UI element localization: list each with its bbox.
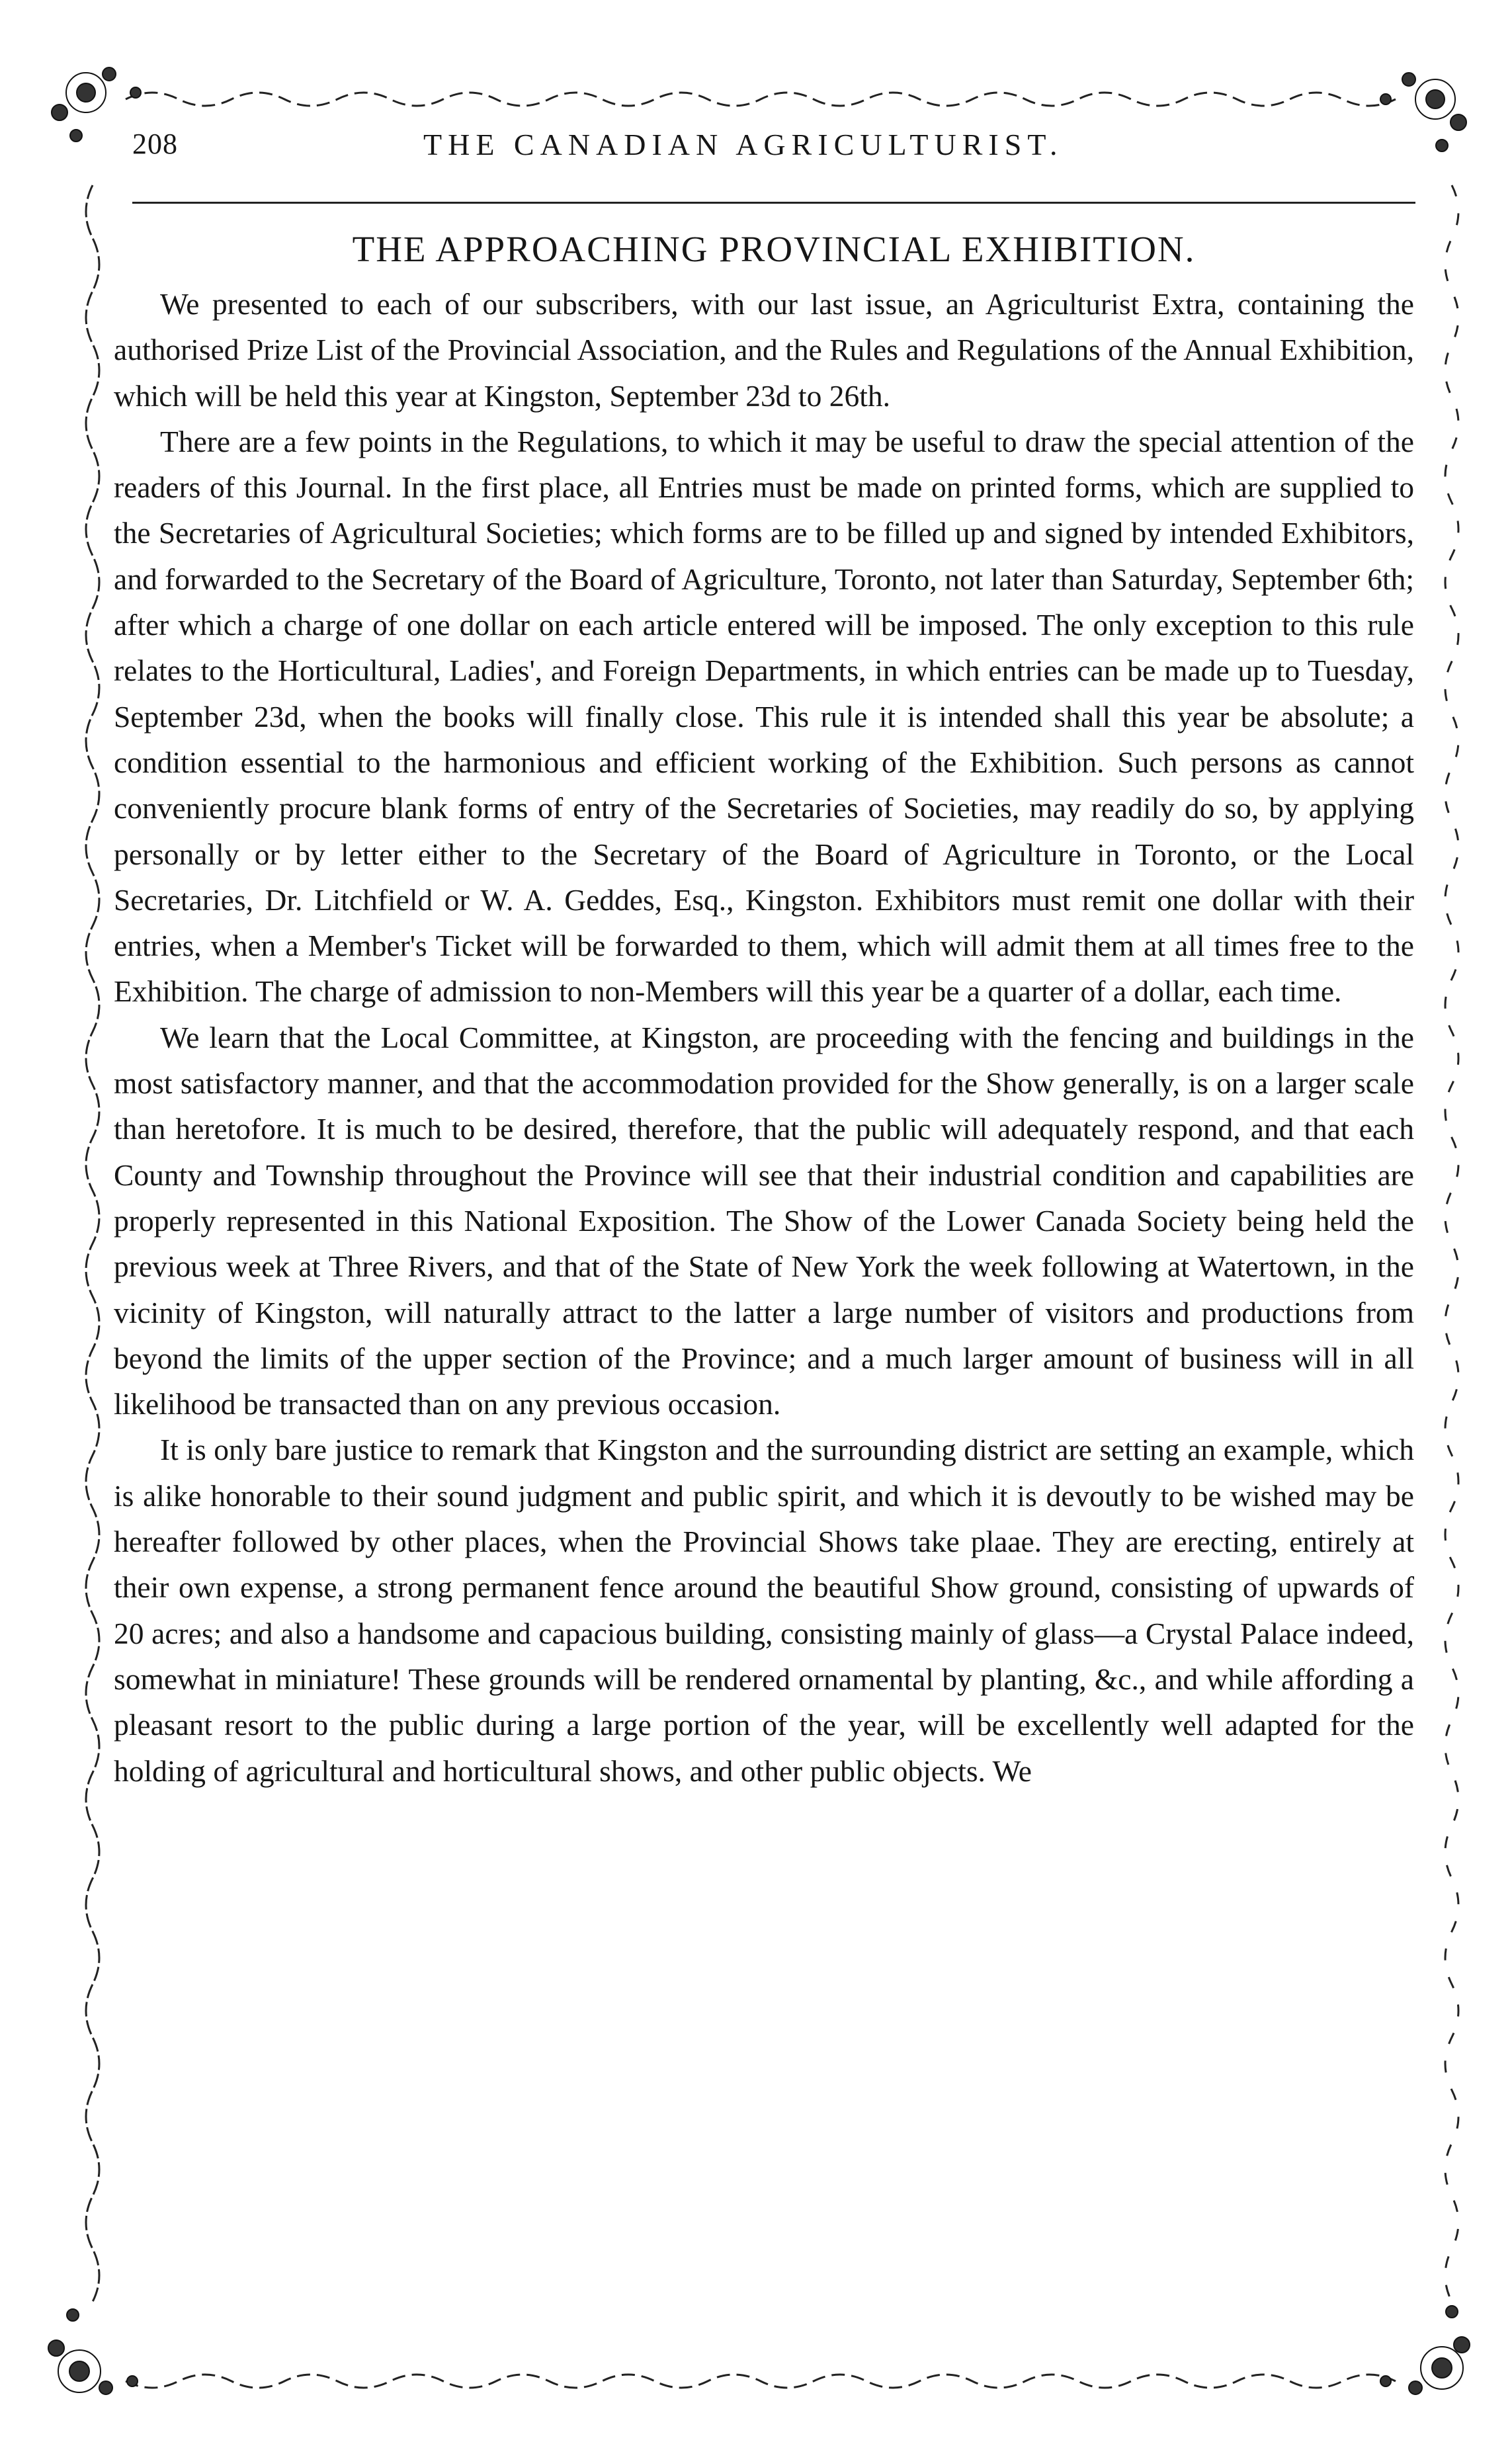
paragraph-1: We presented to each of our subscribers, with our last issue, an Agriculturist Extra, containing the authorised Prize List of the Provincial Association, and the Rules and Regulations of the Annual Exhibition, which will be held this year at Kingston, September 23d to 26th. xyxy=(114,287,1414,413)
right-border-flourish xyxy=(1445,185,1458,2302)
article-title: THE APPROACHING PROVINCIAL EXHIBITION. xyxy=(352,229,1196,269)
running-head xyxy=(132,127,1415,173)
top-border-flourish xyxy=(126,93,1396,106)
corner-ornament-top-left xyxy=(52,67,141,142)
bottom-border-flourish xyxy=(126,2375,1396,2388)
page-number: 208 xyxy=(132,128,178,160)
journal-title: THE CANADIAN AGRICULTURIST. xyxy=(423,128,1064,161)
left-border-flourish xyxy=(86,185,99,2302)
paragraph-3: We learn that the Local Committee, at Kingston, are proceeding with the fencing and buildings in the most satisfactory manner, and that the accommodation provided for the Show generally, is on a larger scale than heretofore. It is much to be desired, therefore, that the public will adequately respond, and that each County and Township throughout the Province will see that their industrial condition and capabilities are properly represented in this National Exposition. The Show of the Lower Canada Society being held the previous week at Three Rivers, and that of the State of New York the week following at Watertown, in the vicinity of Kingston, will naturally attract to the latter a large number of visitors and productions from beyond the limits of the upper section of the Province; and a much larger amount of business will in all likelihood be transacted than on any previous occasion. xyxy=(114,1020,1414,1421)
paragraph-4: It is only bare justice to remark that Kingston and the surrounding district are setting an example, which is alike honorable to their sound judgment and public spirit, and which it is devoutly to be wished may be hereafter followed by other places, when the Provincial Shows take plaae. They are erecting, entirely at their own expense, a strong permanent fence around the beautiful Show ground, consisting of upwards of 20 acres; and also a handsome and capacious building, consisting mainly of glass—a Crystal Palace indeed, somewhat in miniature! These grounds will be rendered ornamental by planting, &c., and while affording a pleasant resort to the public during a large portion of the year, will be excellently well adapted for the holding of agricultural and horticultural shows, and other public objects. We xyxy=(114,1433,1414,1788)
article-body xyxy=(114,281,1414,1794)
paragraph-2: There are a few points in the Regulations, to which it may be useful to draw the special attention of the readers of this Journal. In the first place, all Entries must be made on printed forms, which are supplied to the Secretaries of Agricultural Societies; which forms are to be filled up and signed by intended Exhibitors, and forwarded to the Secretary of the Board of Agriculture, Toronto, not later than Saturday, September 6th; after which a charge of one dollar on each article entered will be imposed. The only exception to this rule relates to the Horticultural, Ladies', and Foreign Departments, in which entries can be made up to Tuesday, September 23d, when the books will finally close. This rule it is intended shall this year be absolute; a condition essential to the harmonious and efficient working of the Exhibition. Such persons as cannot conveniently procure blank forms of entry of the Secretaries of Societies, may readily do so, by applying personally or by letter either to the Secretary of the Board of Agriculture in Toronto, or the Local Secretaries, Dr. Litchfield or W. A. Geddes, Esq., Kingston. Exhibitors must remit one dollar with their entries, when a Member's Ticket will be forwarded to them, which will admit them at all times free to the Exhibition. The charge of admission to non-Members will this year be a quarter of a dollar, each time. xyxy=(114,424,1414,1009)
corner-ornament-bottom-left xyxy=(48,2309,138,2394)
header-rule xyxy=(132,202,1415,204)
